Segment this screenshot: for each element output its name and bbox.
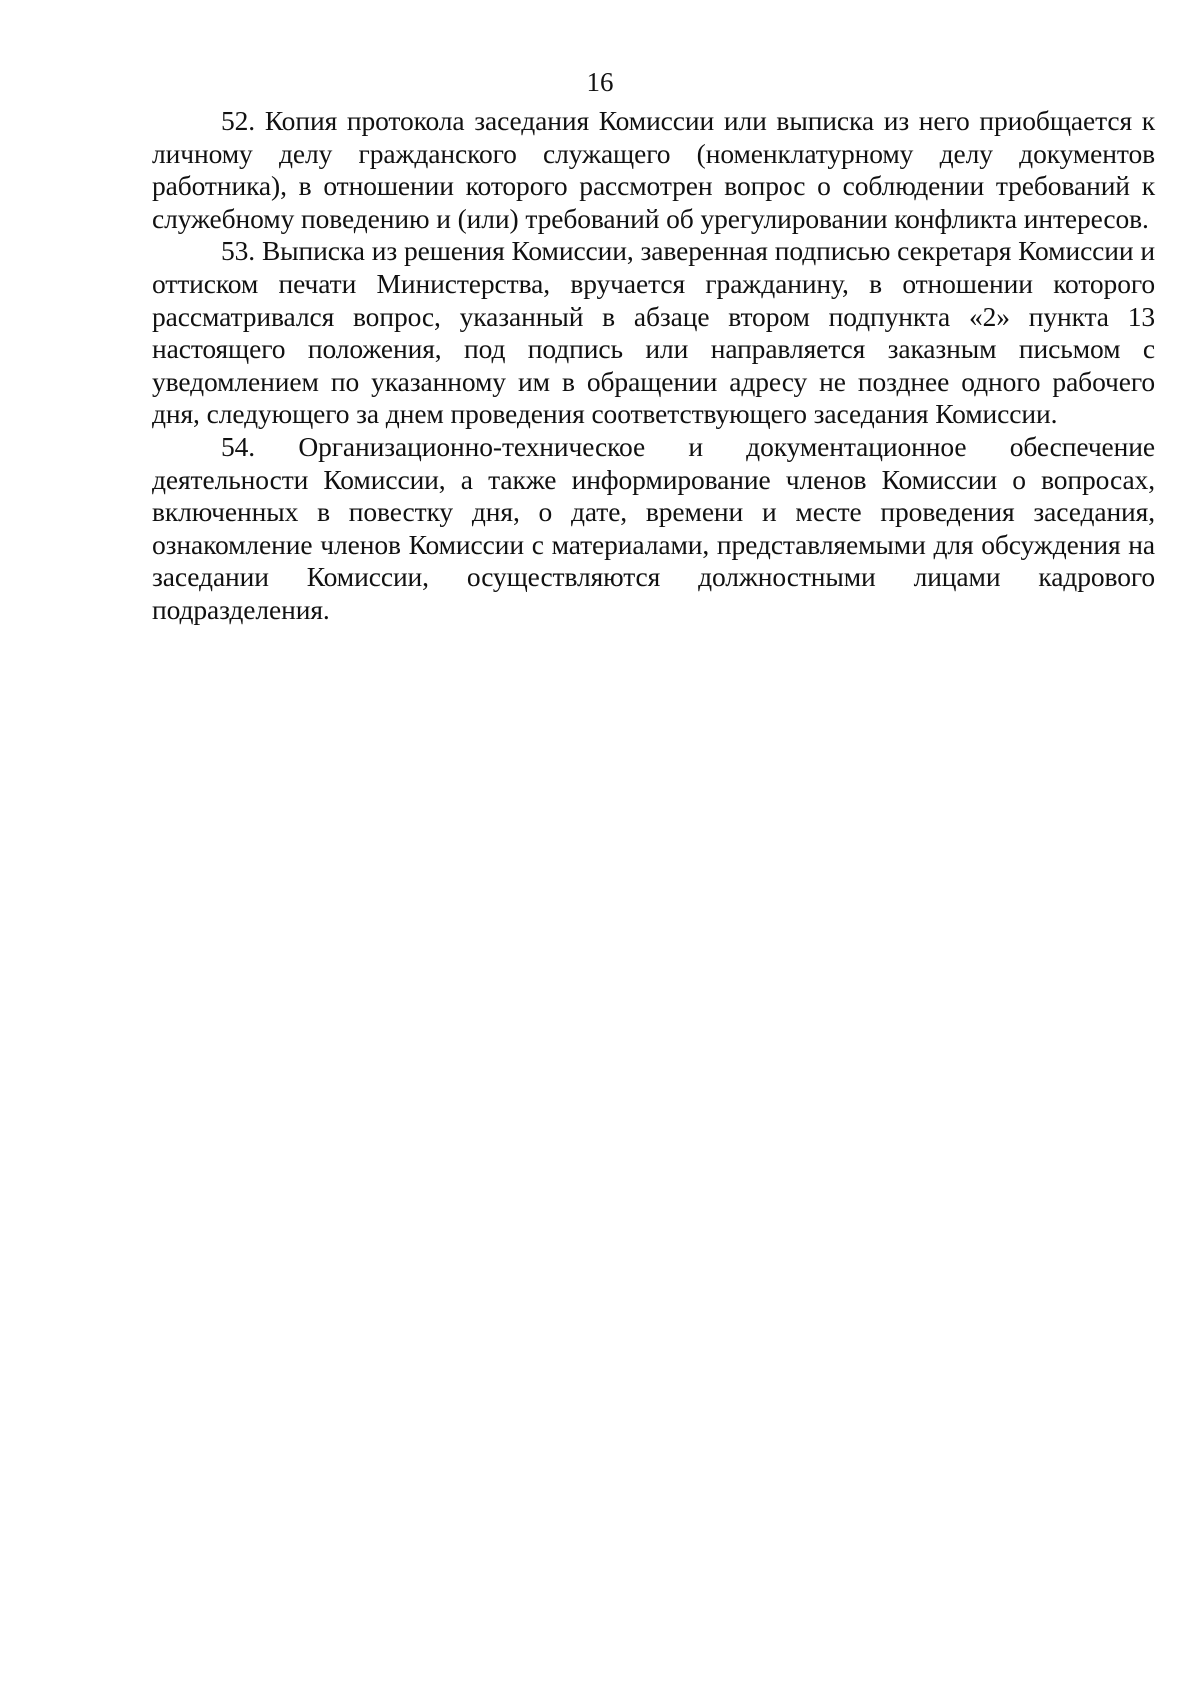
page-number: 16 (586, 67, 614, 97)
paragraph-number: 53. (221, 235, 256, 267)
paragraph-52 (152, 105, 1155, 235)
paragraph-number: 54. (221, 430, 256, 462)
paragraph-54 (152, 431, 1155, 627)
paragraph-text: Выписка из решения Комиссии, заверенная подписью секретаря Комиссии и оттиском печати Министерства, вручается гражданину, в отношении которого рассматривался вопрос, указанный в абзаце втором подпункта «2» пункта 13 настоящего положения, под подпись или направляется заказным письмом с уведомлением по указанному им в обращении адресу не позднее одного рабочего дня, следующего за днем проведения соответствующего заседания Комиссии. (152, 235, 1155, 430)
document-body (152, 105, 1155, 627)
paragraph-number: 52. (221, 105, 256, 136)
paragraph-text: Копия протокола заседания Комиссии или выписка из него приобщается к личному делу гражданского служащего (номенклатурному делу документов работника), в отношении которого рассмотрен вопрос о соблюдении требований к служебному поведению и (или) требований об урегулировании конфликта интересов. (152, 105, 1156, 234)
paragraph-53 (152, 235, 1155, 431)
paragraph-text: Организационно-техническое и документационное обеспечение деятельности Комиссии, а также информирование членов Комиссии о вопросах, включенных в повестку дня, о дате, времени и месте проведения заседания, ознакомление членов Комиссии с материалами, представляемыми для обсуждения на заседании Комиссии, осуществляются должностными лицами кадрового подразделения. (152, 430, 1155, 625)
